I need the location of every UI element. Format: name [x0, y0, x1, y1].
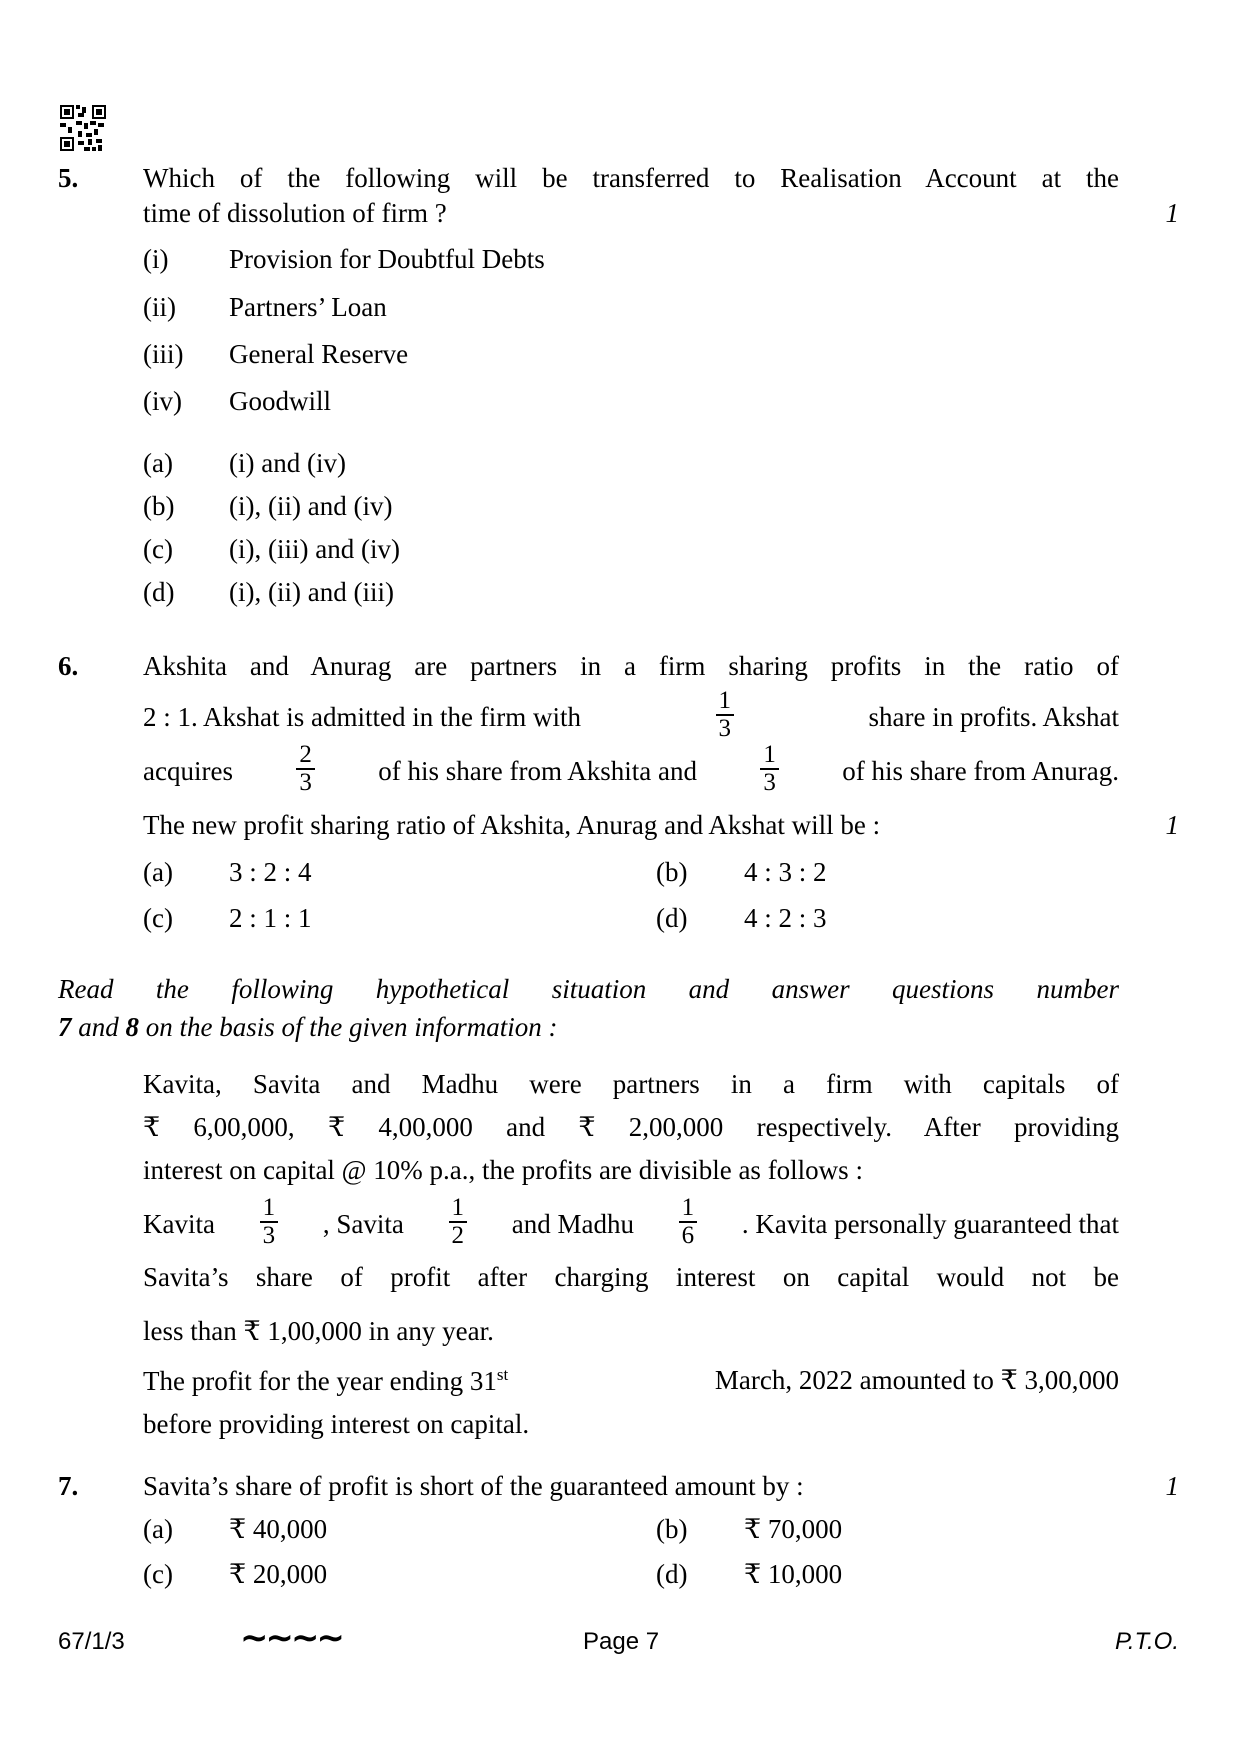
- option-text: 3 : 2 : 4: [229, 857, 312, 887]
- option-label: (d): [656, 1559, 688, 1589]
- bold-number: 7: [58, 1012, 72, 1042]
- question-stem-line: The new profit sharing ratio of Akshita, Anurag and Akshat will be :: [143, 810, 881, 840]
- fraction: [679, 1195, 698, 1249]
- passage-line: ₹ 6,00,000, ₹ 4,00,000 and ₹ 2,00,000 respectively. After providing: [143, 1112, 1119, 1142]
- text-run: on the basis of the given information :: [139, 1012, 558, 1042]
- question-stem-line: [143, 741, 1119, 798]
- fraction: [449, 1195, 468, 1249]
- passage-line: [143, 1194, 1119, 1251]
- instruction-line: [58, 1012, 557, 1043]
- question-number: 5.: [58, 163, 79, 193]
- option-text: (i), (ii) and (iii): [229, 577, 394, 607]
- option-label: (a): [143, 1514, 173, 1544]
- passage-line: [143, 1365, 1119, 1397]
- item-text: General Reserve: [229, 339, 409, 369]
- passage-line: Kavita, Savita and Madhu were partners in a firm with capitals of: [143, 1069, 1119, 1099]
- option-label: (d): [143, 577, 175, 607]
- item-text: Partners’ Loan: [229, 292, 387, 322]
- denominator: 6: [681, 1222, 695, 1249]
- text-run: The profit for the year ending 31: [143, 1366, 497, 1396]
- question-number: 6.: [58, 651, 79, 681]
- question-stem-line: time of dissolution of firm ?: [143, 198, 447, 228]
- numerator: 1: [716, 688, 735, 716]
- decorative-wave: ∼∼∼∼: [240, 1618, 342, 1658]
- option-text: (i) and (iv): [229, 448, 346, 478]
- text-run: and: [71, 1012, 126, 1042]
- item-text: Goodwill: [229, 386, 332, 416]
- marks: 1: [1165, 810, 1179, 840]
- text-run: March, 2022 amounted to ₹ 3,00,000: [714, 1365, 1119, 1395]
- option-text: 4 : 2 : 3: [744, 903, 827, 933]
- item-label: (ii): [143, 292, 176, 322]
- option-label: (a): [143, 448, 173, 478]
- bold-number: 8: [125, 1012, 139, 1042]
- option-text: ₹ 10,000: [744, 1559, 843, 1589]
- numerator: 2: [296, 742, 315, 770]
- item-label: (iii): [143, 339, 184, 369]
- text-run: acquires: [143, 755, 233, 786]
- item-label: (i): [143, 244, 169, 274]
- fraction: [260, 1195, 279, 1249]
- text-run: . Kavita personally guaranteed that: [741, 1208, 1119, 1239]
- denominator: 3: [299, 769, 312, 796]
- item-label: (iv): [143, 386, 182, 416]
- fraction: [716, 688, 735, 742]
- question-stem-line: Savita’s share of profit is short of the guaranteed amount by :: [143, 1471, 804, 1501]
- option-label: (c): [143, 903, 173, 933]
- option-text: ₹ 70,000: [744, 1514, 843, 1544]
- option-text: 4 : 3 : 2: [744, 857, 827, 887]
- item-text: Provision for Doubtful Debts: [229, 244, 545, 274]
- text-run: [143, 1365, 508, 1397]
- option-label: (b): [656, 857, 688, 887]
- superscript: st: [496, 1365, 509, 1384]
- page-number: Page 7: [583, 1628, 660, 1655]
- numerator: 1: [679, 1195, 698, 1223]
- question-stem-line: [143, 687, 1119, 744]
- paper-code: 67/1/3: [58, 1628, 125, 1655]
- option-text: (i), (ii) and (iv): [229, 491, 393, 521]
- passage-line: Savita’s share of profit after charging interest on capital would not be: [143, 1262, 1119, 1292]
- text-run: of his share from Akshita and: [378, 755, 697, 786]
- question-stem-line: Akshita and Anurag are partners in a firm sharing profits in the ratio of: [143, 651, 1119, 681]
- passage-line: before providing interest on capital.: [143, 1409, 530, 1439]
- option-label: (c): [143, 1559, 173, 1589]
- option-text: (i), (iii) and (iv): [229, 534, 400, 564]
- fraction: [296, 742, 315, 796]
- qr-code-icon: [60, 105, 106, 151]
- denominator: 2: [451, 1222, 465, 1249]
- option-text: 2 : 1 : 1: [229, 903, 312, 933]
- question-number: 7.: [58, 1471, 79, 1501]
- question-stem-line: Which of the following will be transferred to Realisation Account at the: [143, 163, 1119, 193]
- option-label: (b): [143, 491, 175, 521]
- text-run: and Madhu: [511, 1208, 634, 1239]
- option-text: ₹ 40,000: [229, 1514, 328, 1544]
- denominator: 3: [262, 1222, 276, 1249]
- denominator: 3: [718, 715, 731, 742]
- passage-line: interest on capital @ 10% p.a., the profits are divisible as follows :: [143, 1155, 863, 1185]
- numerator: 1: [449, 1195, 468, 1223]
- option-label: (d): [656, 903, 688, 933]
- please-turn-over: P.T.O.: [1114, 1628, 1179, 1655]
- option-label: (a): [143, 857, 173, 887]
- option-text: ₹ 20,000: [229, 1559, 328, 1589]
- numerator: 1: [760, 742, 779, 770]
- numerator: 1: [260, 1195, 279, 1223]
- option-label: (b): [656, 1514, 688, 1544]
- option-label: (c): [143, 534, 173, 564]
- instruction-line: Read the following hypothetical situation and answer questions number: [58, 974, 1119, 1004]
- fraction: [760, 742, 779, 796]
- text-run: , Savita: [322, 1208, 404, 1239]
- denominator: 3: [763, 769, 776, 796]
- text-run: of his share from Anurag.: [842, 755, 1119, 786]
- text-run: 2 : 1. Akshat is admitted in the firm with: [143, 701, 581, 732]
- marks: 1: [1165, 1471, 1179, 1501]
- marks: 1: [1165, 198, 1179, 228]
- text-run: Kavita: [143, 1208, 215, 1239]
- passage-line: less than ₹ 1,00,000 in any year.: [143, 1316, 494, 1346]
- text-run: share in profits. Akshat: [868, 701, 1119, 732]
